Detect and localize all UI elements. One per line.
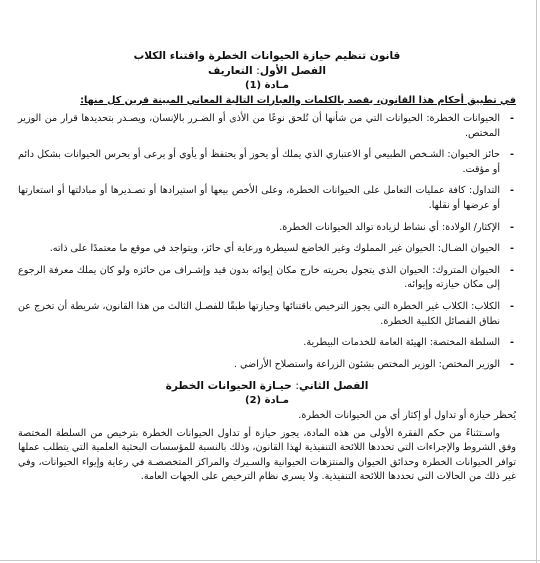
page-edge-bottom bbox=[0, 560, 540, 561]
definition-item bbox=[18, 242, 516, 257]
definition-text: الكلاب: الكلاب غير الخطرة التي يجوز الترخيص باقتنائها وحيازتها طبقًا للفصـل الثالث من هذا القانون، شريطة أن تخرج عن نطاق الفصائل الكلبية الخطرة. bbox=[18, 301, 500, 327]
chapter-1-label: الفصل الأول bbox=[259, 65, 326, 77]
article-2-paragraph: يُحظر حيازة أو تداول أو إكثار أي من الحيوانات الخطرة. bbox=[298, 409, 516, 421]
chapter-1-heading bbox=[18, 64, 516, 79]
definition-item bbox=[18, 300, 516, 329]
bullet-icon: - bbox=[510, 358, 514, 370]
chapter-2-name: حيـازة الحيوانات الخطرة bbox=[165, 380, 292, 393]
bullet-icon: - bbox=[510, 243, 514, 255]
definition-text: حائز الحيوان: الشـخص الطبيعي أو الاعتباري الذي يملك أو يحوز أو يحتفظ أو يأوي أو يرعى أو يحرس الحيوانات بشكل دائم أو مؤقت. bbox=[18, 149, 500, 175]
bullet-icon: - bbox=[510, 221, 514, 233]
article-2-paragraph: واسـتثناءً من حكم الفقرة الأولى من هذه المادة، يجوز حيازة أو تداول الحيوانات الخطرة بترخيص من السلطة المختصة وفق الشروط والإجراءات التي تحددها اللائحة التنفيذية لهذا القانون، وذلك بالنسبة للمؤسسات البحثية العلمية التي يتطلب عملها توافر الحيوانات الخطرة وحدائق الحيوان والمنتزهات الحيوانية والسـيرك والمراكز المتخصصـة في رعاية وإيواء الحيوانات، وفي غير ذلك من الحالات التي تحددها اللائحة التنفيذية. ولا يسري نظام الترخيص على الجهات العامة. bbox=[18, 427, 516, 483]
definition-item bbox=[18, 358, 516, 373]
article-1-intro: في تطبيق أحكام هذا القانون، يقصد بالكلمات والعبارات التالية المعاني المبينة قرين كل منها: bbox=[80, 94, 516, 106]
page-edge-right bbox=[536, 0, 537, 563]
definition-item bbox=[18, 148, 516, 177]
chapter-2-heading bbox=[18, 379, 516, 394]
chapter-2-separator: : bbox=[295, 380, 299, 393]
definitions-list bbox=[18, 112, 516, 372]
definition-text: السلطة المختصة: الهيئة العامة للخدمات البيطرية. bbox=[303, 337, 500, 349]
definition-text: التداول: كافة عمليات التعامل على الحيوانات الخطرة، وعلى الأخص بيعها أو استيرادها أو تصـديرها أو مبادلتها أو استعارتها أو عرضها أو نقلها. bbox=[18, 185, 500, 212]
definition-item bbox=[18, 112, 516, 141]
definition-item bbox=[18, 184, 516, 213]
bullet-icon: - bbox=[510, 113, 514, 125]
article-2-label: مـادة (2) bbox=[245, 395, 289, 407]
definition-item bbox=[18, 221, 516, 236]
definition-item bbox=[18, 264, 516, 293]
bullet-icon: - bbox=[510, 301, 514, 313]
article-1-label: مـادة (1) bbox=[245, 80, 289, 91]
law-title: قانون تنظيم حيازة الحيوانات الخطرة واقتناء الكلاب bbox=[133, 50, 401, 62]
bullet-icon: - bbox=[510, 337, 514, 349]
chapter-2-label: الفصل الثاني bbox=[298, 380, 369, 393]
definition-text: الوزير المختص: الوزير المختص بشئون الزراعة واستصلاح الأراضي . bbox=[233, 358, 500, 370]
bullet-icon: - bbox=[510, 185, 514, 197]
chapter-1-name: التعاريف bbox=[208, 65, 253, 77]
definition-item bbox=[18, 336, 516, 351]
bullet-icon: - bbox=[510, 149, 514, 161]
definition-text: الحيوان المتروك: الحيوان الذي يتجول بحريته خارج مكان إيوائه بدون قيد وإشـراف من حائزه ولو كان يملك معرفة الرجوع إلى مكان حيازته وإيوائه. bbox=[18, 264, 500, 291]
definition-text: الإكثار/ الولادة: أي نشاط لزيادة توالد الحيوانات الخطرة. bbox=[279, 221, 500, 233]
bullet-icon: - bbox=[510, 264, 514, 276]
chapter-1-separator: : bbox=[256, 65, 260, 77]
document-body bbox=[18, 49, 516, 488]
definition-text: الحيوانات الخطرة: الحيوانات التي من شأنها أن تُلحق نوعًا من الأذى أو الضـرر بالإنسان، ويصـدر بتحديدها قرار من الوزير المختص. bbox=[18, 113, 500, 139]
definition-text: الحيوان الضـال: الحيوان غير المملوك وغير الخاضع لسيطرة ورعاية أي حائز، ويتواجد في موقع ما معتمدًا على ذاته. bbox=[49, 243, 500, 255]
